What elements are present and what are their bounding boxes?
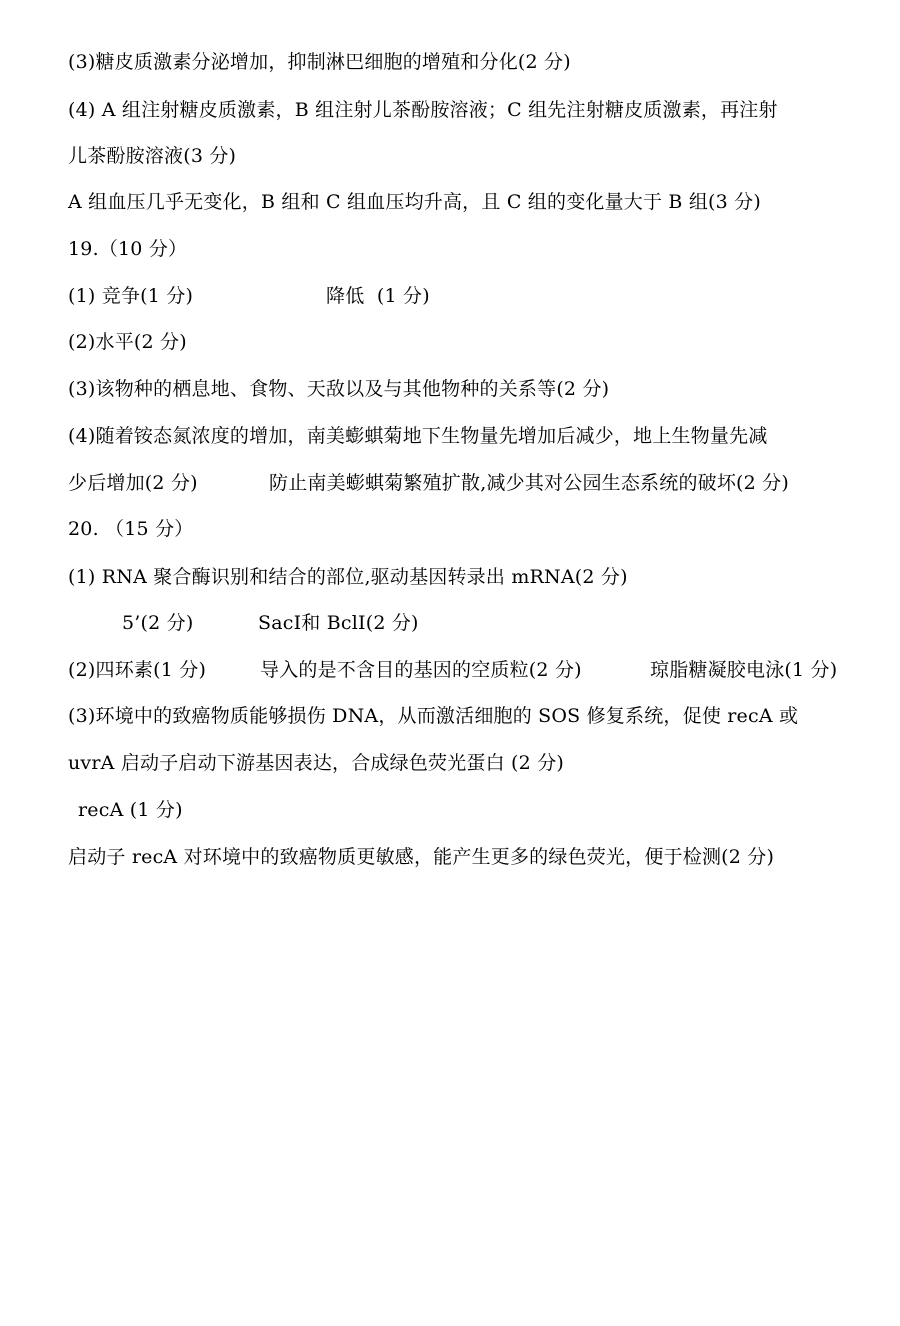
answer-line: (1) RNA 聚合酶识别和结合的部位,驱动基因转录出 mRNA(2 分) <box>68 566 628 588</box>
answer-line <box>68 471 868 495</box>
answer-segment: (1) 竞争(1 分) <box>68 285 194 307</box>
question-heading: 19.（10 分） <box>68 238 188 260</box>
answer-segment: 琼脂糖凝胶电泳(1 分) <box>650 659 838 681</box>
answer-segment: (2)四环素(1 分) <box>68 659 207 681</box>
answer-line: (2)水平(2 分) <box>68 331 187 353</box>
answer-segment: SacⅠ和 BclⅠ(2 分) <box>258 612 419 634</box>
answer-line: 儿茶酚胺溶液(3 分) <box>68 145 237 167</box>
answer-line: recA (1 分) <box>78 799 183 821</box>
answer-line <box>68 658 868 682</box>
answer-line: (4) A 组注射糖皮质激素，B 组注射儿茶酚胺溶液；C 组先注射糖皮质激素，再注射 <box>68 99 778 121</box>
answer-line: (4)随着铵态氮浓度的增加，南美蟛蜞菊地下生物量先增加后减少，地上生物量先减 <box>68 425 768 447</box>
answer-line: (3)该物种的栖息地、食物、天敌以及与其他物种的关系等(2 分) <box>68 378 610 400</box>
question-heading: 20. （15 分） <box>68 518 194 540</box>
answer-line: 启动子 recA 对环境中的致癌物质更敏感，能产生更多的绿色荧光，便于检测(2 分) <box>68 846 775 868</box>
answer-segment: 降低 (1 分) <box>326 285 430 307</box>
answer-line <box>68 611 868 635</box>
answer-line <box>68 284 868 308</box>
answer-segment: 5’(2 分) <box>122 612 194 634</box>
answer-line: (3)糖皮质激素分泌增加，抑制淋巴细胞的增殖和分化(2 分) <box>68 51 571 73</box>
answer-line: uvrA 启动子启动下游基因表达，合成绿色荧光蛋白 (2 分) <box>68 752 565 774</box>
answer-line: A 组血压几乎无变化，B 组和 C 组血压均升高，且 C 组的变化量大于 B 组(3 分) <box>68 191 761 213</box>
answer-segment: 少后增加(2 分) <box>68 472 198 494</box>
answer-line: (3)环境中的致癌物质能够损伤 DNA，从而激活细胞的 SOS 修复系统，促使 recA 或 <box>68 705 799 727</box>
answer-segment: 导入的是不含目的基因的空质粒(2 分) <box>260 659 582 681</box>
answer-segment: 防止南美蟛蜞菊繁殖扩散,减少其对公园生态系统的破坏(2 分) <box>269 472 789 494</box>
